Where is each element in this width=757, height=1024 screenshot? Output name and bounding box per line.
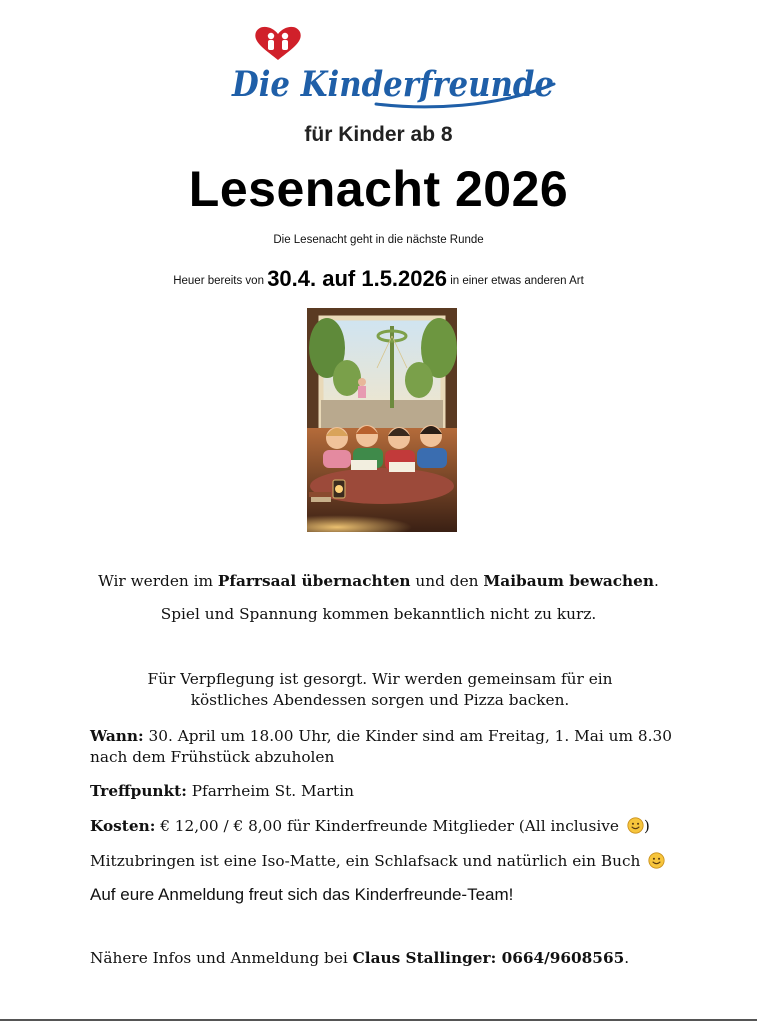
logo-wordmark: Die Kinderfreunde <box>231 64 554 105</box>
smiling-face-icon <box>627 817 644 834</box>
overnight-text-3: . <box>654 572 659 590</box>
overnight-text-1: Wir werden im <box>98 572 218 590</box>
cost-end: ) <box>643 817 650 835</box>
contact-paragraph <box>90 948 675 969</box>
date-suffix: in einer etwas anderen Art <box>450 275 584 287</box>
date-line <box>0 266 757 292</box>
when-label: Wann: <box>90 727 144 745</box>
page-title: Lesenacht 2026 <box>188 161 569 217</box>
kinderfreunde-logo <box>226 24 566 114</box>
fun-paragraph: Spiel und Spannung kommen bekanntlich nicht zu kurz. <box>160 605 597 623</box>
bring-text: Mitzubringen ist eine Iso-Matte, ein Schlafsack und natürlich ein Buch <box>90 852 641 870</box>
reading-children-illustration <box>307 308 457 532</box>
meeting-point-paragraph <box>90 781 675 802</box>
cost-text: € 12,00 / € 8,00 für Kinderfreunde Mitglieder (All inclusive <box>155 817 619 835</box>
overnight-text-2: und den <box>410 572 484 590</box>
heart-children-logo-icon <box>255 27 300 60</box>
date-range: 30.4. auf 1.5.2026 <box>267 266 447 291</box>
subtitle: Die Lesenacht geht in die nächste Runde <box>273 234 484 246</box>
contact-end: . <box>624 949 630 967</box>
meeting-point-text: Pfarrheim St. Martin <box>186 782 354 800</box>
bring-paragraph <box>90 851 675 872</box>
food-paragraph: Für Verpflegung ist gesorgt. Wir werden gemeinsam für ein köstliches Abendessen sorgen und Pizza backen. <box>147 670 613 709</box>
contact-text: Nähere Infos und Anmeldung bei <box>90 949 353 967</box>
cost-label: Kosten: <box>90 817 156 835</box>
signup-message: Auf eure Anmeldung freut sich das Kinderfreunde-Team! <box>90 885 514 904</box>
overnight-bold-2: Maibaum bewachen <box>483 572 655 590</box>
cost-paragraph <box>90 816 675 837</box>
when-text: 30. April um 18.00 Uhr, die Kinder sind am Freitag, 1. Mai um 8.30 nach dem Frühstück abzuholen <box>90 727 672 766</box>
bottom-divider <box>0 1019 757 1021</box>
overnight-paragraph <box>0 571 757 592</box>
contact-name-phone: Claus Stallinger: 0664/9608565 <box>352 949 625 967</box>
when-paragraph <box>90 726 675 768</box>
date-prefix: Heuer bereits von <box>173 275 264 287</box>
meeting-point-label: Treffpunkt: <box>90 782 187 800</box>
audience-label: für Kinder ab 8 <box>304 123 453 146</box>
overnight-bold-1: Pfarrsaal übernachten <box>217 572 411 590</box>
smiling-face-icon <box>648 852 665 869</box>
